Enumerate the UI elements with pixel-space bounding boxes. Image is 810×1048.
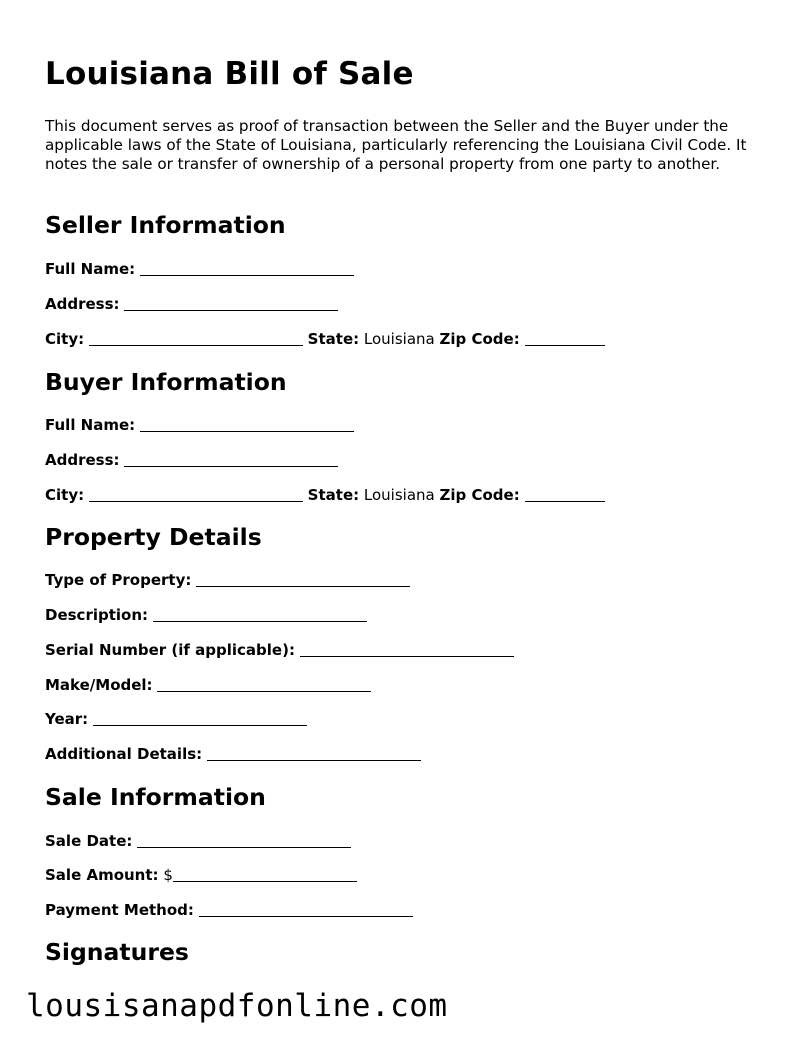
buyer-state-label: State: — [307, 486, 360, 504]
property-additional-label: Additional Details: — [45, 745, 203, 763]
property-year-label: Year: — [45, 710, 89, 728]
intro-paragraph: This document serves as proof of transaction between the Seller and the Buyer under the applicable laws of the State of Louisiana, particularly referencing the Louisiana Civil Code. It notes the sale or transfer of ownership of a personal property from one party to another. — [45, 117, 747, 173]
sale-payment-field[interactable] — [199, 902, 413, 917]
property-serial-field[interactable] — [300, 642, 514, 657]
seller-full-name-label: Full Name: — [45, 260, 136, 278]
property-description-row — [45, 606, 367, 624]
property-serial-row — [45, 641, 514, 659]
property-year-field[interactable] — [93, 711, 307, 726]
seller-address-field[interactable] — [124, 296, 338, 311]
property-additional-row — [45, 745, 421, 763]
sale-date-row — [45, 832, 351, 850]
buyer-full-name-row — [45, 416, 354, 434]
sale-date-label: Sale Date: — [45, 832, 133, 850]
footer-watermark: lousisanapdfonline.com — [26, 988, 448, 1024]
seller-city-row — [45, 330, 605, 348]
signatures-heading: Signatures — [45, 938, 189, 966]
buyer-zip-label: Zip Code: — [439, 486, 520, 504]
buyer-address-row — [45, 451, 338, 469]
property-type-field[interactable] — [196, 572, 410, 587]
buyer-zip-field[interactable] — [525, 487, 605, 502]
property-description-label: Description: — [45, 606, 149, 624]
sale-amount-row — [45, 866, 357, 884]
seller-state-label: State: — [307, 330, 360, 348]
seller-full-name-field[interactable] — [140, 261, 354, 276]
buyer-state-value: Louisiana — [363, 486, 435, 504]
seller-city-label: City: — [45, 330, 85, 348]
sale-heading: Sale Information — [45, 783, 266, 811]
buyer-city-field[interactable] — [89, 487, 303, 502]
buyer-city-row — [45, 486, 605, 504]
sale-currency-symbol: $ — [163, 866, 173, 884]
seller-city-field[interactable] — [89, 331, 303, 346]
buyer-full-name-label: Full Name: — [45, 416, 136, 434]
seller-zip-label: Zip Code: — [439, 330, 520, 348]
buyer-city-label: City: — [45, 486, 85, 504]
seller-address-label: Address: — [45, 295, 120, 313]
sale-date-field[interactable] — [137, 833, 351, 848]
property-make-model-row — [45, 676, 371, 694]
property-serial-label: Serial Number (if applicable): — [45, 641, 295, 659]
seller-state-value: Louisiana — [363, 330, 435, 348]
property-type-row — [45, 571, 410, 589]
buyer-heading: Buyer Information — [45, 368, 287, 396]
buyer-address-field[interactable] — [124, 452, 338, 467]
sale-amount-field[interactable] — [173, 867, 357, 882]
document-title: Louisiana Bill of Sale — [45, 56, 414, 92]
sale-amount-label: Sale Amount: — [45, 866, 159, 884]
property-year-row — [45, 710, 307, 728]
property-make-model-field[interactable] — [157, 677, 371, 692]
seller-full-name-row — [45, 260, 354, 278]
property-type-label: Type of Property: — [45, 571, 192, 589]
seller-address-row — [45, 295, 338, 313]
buyer-full-name-field[interactable] — [140, 417, 354, 432]
seller-zip-field[interactable] — [525, 331, 605, 346]
property-description-field[interactable] — [153, 607, 367, 622]
sale-payment-label: Payment Method: — [45, 901, 194, 919]
property-heading: Property Details — [45, 523, 262, 551]
property-additional-field[interactable] — [207, 746, 421, 761]
buyer-address-label: Address: — [45, 451, 120, 469]
seller-heading: Seller Information — [45, 211, 286, 239]
property-make-model-label: Make/Model: — [45, 676, 153, 694]
sale-payment-row — [45, 901, 413, 919]
